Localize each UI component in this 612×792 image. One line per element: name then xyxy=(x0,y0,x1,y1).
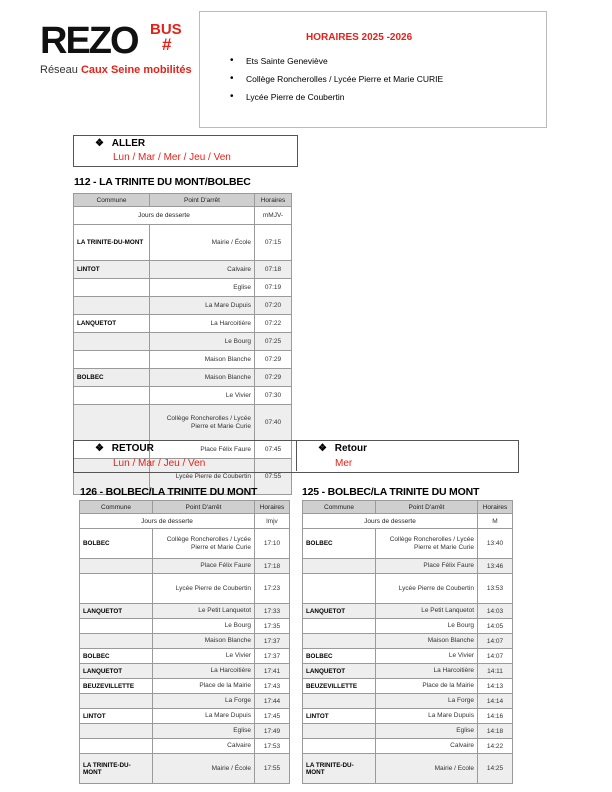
stop-cell: Lycée Pierre de Coubertin xyxy=(153,574,255,604)
jours-row xyxy=(74,207,292,225)
aller-days: Lun / Mar / Mer / Jeu / Ven xyxy=(113,152,231,163)
jours-row xyxy=(303,514,513,529)
time-cell: 07:29 xyxy=(255,351,292,369)
school-item: • Ets Sainte Geneviève xyxy=(230,52,443,70)
time-cell: 14:14 xyxy=(478,694,513,709)
stop-cell: Maison Blanche xyxy=(376,634,478,649)
time-cell: 07:18 xyxy=(255,261,292,279)
stop-cell: Le Vivier xyxy=(376,649,478,664)
commune-cell: BOLBEC xyxy=(303,529,376,559)
time-cell: 17:49 xyxy=(255,724,290,739)
time-cell: 14:16 xyxy=(478,709,513,724)
time-cell: 07:29 xyxy=(255,369,292,387)
table-row xyxy=(303,619,513,634)
table-row xyxy=(80,739,290,754)
retour-divider xyxy=(296,440,297,471)
col-point-arret: Point D'arrêt xyxy=(150,194,255,207)
retour-wed-heading xyxy=(318,443,367,454)
commune-cell xyxy=(303,634,376,649)
jours-label: Jours de desserte xyxy=(303,514,478,529)
commune-cell: BEUZEVILLETTE xyxy=(303,679,376,694)
logo-subtitle xyxy=(40,64,192,77)
table-row xyxy=(74,279,292,297)
commune-cell: BOLBEC xyxy=(303,649,376,664)
jours-label: Jours de desserte xyxy=(80,514,255,529)
commune-cell xyxy=(80,694,153,709)
col-point-arret: Point D'arrêt xyxy=(376,501,478,514)
jours-value: M xyxy=(478,514,513,529)
stop-cell: La Harcoitière xyxy=(150,315,255,333)
retour-label: RETOUR xyxy=(111,443,154,454)
table-row xyxy=(80,694,290,709)
commune-cell: LA TRINITE-DU-MONT xyxy=(74,225,150,261)
stop-cell: Le Vivier xyxy=(150,387,255,405)
table-row xyxy=(303,679,513,694)
commune-cell: LA TRINITE-DU-MONT xyxy=(80,754,153,784)
aller-heading xyxy=(95,138,145,149)
stop-cell: Calvaire xyxy=(150,261,255,279)
time-cell: 14:03 xyxy=(478,604,513,619)
time-cell: 14:18 xyxy=(478,724,513,739)
commune-cell xyxy=(80,574,153,604)
route-125-title: 125 - BOLBEC/LA TRINITE DU MONT xyxy=(302,486,480,498)
table-row xyxy=(303,574,513,604)
commune-cell xyxy=(303,559,376,574)
time-cell: 07:30 xyxy=(255,387,292,405)
stop-cell: Calvaire xyxy=(376,739,478,754)
stop-cell: Maison Blanche xyxy=(153,634,255,649)
diamond-icon: ❖ xyxy=(95,443,104,454)
commune-cell xyxy=(80,559,153,574)
school-item: • Lycée Pierre de Coubertin xyxy=(230,88,443,106)
stop-cell: Eglise xyxy=(150,279,255,297)
time-cell: 17:23 xyxy=(255,574,290,604)
retour-wed-label: Retour xyxy=(334,443,367,454)
stop-cell: La Harcoitière xyxy=(376,664,478,679)
time-cell: 14:05 xyxy=(478,619,513,634)
logo-hash: # xyxy=(162,35,172,54)
table-row xyxy=(74,225,292,261)
stop-cell: Eglise xyxy=(153,724,255,739)
stop-cell: Place de la Mairie xyxy=(376,679,478,694)
jours-label: Jours de desserte xyxy=(74,207,255,225)
stop-cell: Le Vivier xyxy=(153,649,255,664)
stop-cell: Le Bourg xyxy=(153,619,255,634)
stop-cell: Maison Blanche xyxy=(150,351,255,369)
commune-cell xyxy=(74,297,150,315)
stop-cell: La Forge xyxy=(153,694,255,709)
commune-cell xyxy=(74,405,150,441)
commune-cell xyxy=(303,724,376,739)
table-row xyxy=(80,709,290,724)
col-commune: Commune xyxy=(80,501,153,514)
table-row xyxy=(74,351,292,369)
table-row xyxy=(303,649,513,664)
time-cell: 13:53 xyxy=(478,574,513,604)
stop-cell: Place Félix Faure xyxy=(376,559,478,574)
col-commune: Commune xyxy=(74,194,150,207)
time-cell: 17:45 xyxy=(255,709,290,724)
route-112-title: 112 - LA TRINITE DU MONT/BOLBEC xyxy=(74,176,251,188)
table-row xyxy=(80,754,290,784)
route-125-table xyxy=(302,500,513,784)
commune-cell xyxy=(74,279,150,297)
table-row xyxy=(80,619,290,634)
commune-cell: LINTOT xyxy=(303,709,376,724)
stop-cell: Place Félix Faure xyxy=(153,559,255,574)
diamond-icon: ❖ xyxy=(95,138,104,149)
schedule-title: HORAIRES 2025 -2026 xyxy=(306,32,413,43)
diamond-icon: ❖ xyxy=(318,443,327,454)
time-cell: 07:22 xyxy=(255,315,292,333)
col-commune: Commune xyxy=(303,501,376,514)
time-cell: 17:18 xyxy=(255,559,290,574)
col-horaires: Horaires xyxy=(255,501,290,514)
stop-cell: Collège Roncherolles / Lycée Pierre et Marie Curie xyxy=(153,529,255,559)
commune-cell xyxy=(74,351,150,369)
table-row xyxy=(74,369,292,387)
table-row xyxy=(303,634,513,649)
stop-cell: Maison Blanche xyxy=(150,369,255,387)
retour-wed-days: Mer xyxy=(335,458,353,469)
stop-cell: Le Bourg xyxy=(150,333,255,351)
commune-cell: LA TRINITE-DU-MONT xyxy=(303,754,376,784)
table-row xyxy=(303,724,513,739)
table-row xyxy=(74,387,292,405)
col-horaires: Horaires xyxy=(255,194,292,207)
commune-cell: BOLBEC xyxy=(74,369,150,387)
jours-value: mMJV- xyxy=(255,207,292,225)
time-cell: 17:37 xyxy=(255,634,290,649)
time-cell: 17:41 xyxy=(255,664,290,679)
stop-cell: La Forge xyxy=(376,694,478,709)
table-row xyxy=(303,754,513,784)
col-point-arret: Point D'arrêt xyxy=(153,501,255,514)
time-cell: 07:19 xyxy=(255,279,292,297)
commune-cell xyxy=(80,739,153,754)
table-row xyxy=(80,634,290,649)
stop-cell: Mairie / Ecole xyxy=(376,754,478,784)
time-cell: 07:40 xyxy=(255,405,292,441)
commune-cell: LINTOT xyxy=(80,709,153,724)
time-cell: 14:13 xyxy=(478,679,513,694)
stop-cell: Calvaire xyxy=(153,739,255,754)
stop-cell: La Mare Dupuis xyxy=(376,709,478,724)
time-cell: 14:07 xyxy=(478,649,513,664)
stop-cell: Place de la Mairie xyxy=(153,679,255,694)
time-cell: 14:11 xyxy=(478,664,513,679)
stop-cell: Collège Roncherolles / Lycée Pierre et Marie Curie xyxy=(376,529,478,559)
route-126-title: 126 - BOLBEC/LA TRINITE DU MONT xyxy=(80,486,258,498)
stop-cell: Eglise xyxy=(376,724,478,739)
school-item: • Collège Roncherolles / Lycée Pierre et Marie CURIE xyxy=(230,70,443,88)
time-cell: 07:25 xyxy=(255,333,292,351)
time-cell: 17:37 xyxy=(255,649,290,664)
commune-cell: LINTOT xyxy=(74,261,150,279)
commune-cell: LANQUETOT xyxy=(80,664,153,679)
logo-subtitle-brand: Caux Seine mobilités xyxy=(80,64,192,76)
table-row xyxy=(80,574,290,604)
stop-cell: Le Bourg xyxy=(376,619,478,634)
time-cell: 17:10 xyxy=(255,529,290,559)
col-horaires: Horaires xyxy=(478,501,513,514)
time-cell: 14:22 xyxy=(478,739,513,754)
logo-subtitle-prefix: Réseau xyxy=(40,64,78,76)
commune-cell xyxy=(74,387,150,405)
table-row xyxy=(74,333,292,351)
commune-cell: LANQUETOT xyxy=(80,604,153,619)
commune-cell xyxy=(80,724,153,739)
table-row xyxy=(303,664,513,679)
commune-cell xyxy=(74,333,150,351)
table-row xyxy=(80,724,290,739)
time-cell: 13:40 xyxy=(478,529,513,559)
stop-cell: Lycée Pierre de Coubertin xyxy=(150,459,255,495)
time-cell: 17:55 xyxy=(255,754,290,784)
route-126-table xyxy=(79,500,290,784)
time-cell: 07:45 xyxy=(255,441,292,459)
stop-cell: Le Petit Lanquetot xyxy=(376,604,478,619)
time-cell: 17:44 xyxy=(255,694,290,709)
time-cell: 17:53 xyxy=(255,739,290,754)
table-row xyxy=(80,529,290,559)
jours-value: lmjv xyxy=(255,514,290,529)
retour-heading xyxy=(95,443,154,454)
stop-cell: Mairie / École xyxy=(153,754,255,784)
stop-cell: Collège Roncherolles / Lycée Pierre et Marie Curie xyxy=(150,405,255,441)
commune-cell xyxy=(80,634,153,649)
commune-cell xyxy=(303,574,376,604)
time-cell: 17:35 xyxy=(255,619,290,634)
table-row xyxy=(80,559,290,574)
time-cell: 14:07 xyxy=(478,634,513,649)
stop-cell: La Harcoitière xyxy=(153,664,255,679)
commune-cell: BEUZEVILLETTE xyxy=(80,679,153,694)
commune-cell: LANQUETOT xyxy=(303,604,376,619)
logo-rezo: REZO xyxy=(40,20,138,62)
stop-cell: La Mare Dupuis xyxy=(153,709,255,724)
time-cell: 07:15 xyxy=(255,225,292,261)
time-cell: 07:20 xyxy=(255,297,292,315)
table-row xyxy=(303,604,513,619)
stop-cell: Le Petit Lanquetot xyxy=(153,604,255,619)
jours-row xyxy=(80,514,290,529)
table-row xyxy=(74,405,292,441)
table-row xyxy=(80,664,290,679)
table-row xyxy=(303,529,513,559)
table-row xyxy=(80,649,290,664)
commune-cell xyxy=(80,619,153,634)
aller-label: ALLER xyxy=(111,138,146,149)
commune-cell: BOLBEC xyxy=(80,529,153,559)
time-cell: 14:25 xyxy=(478,754,513,784)
time-cell: 17:33 xyxy=(255,604,290,619)
table-row xyxy=(303,709,513,724)
table-row xyxy=(303,559,513,574)
table-row xyxy=(80,679,290,694)
table-row xyxy=(303,739,513,754)
commune-cell: LANQUETOT xyxy=(74,315,150,333)
time-cell: 07:55 xyxy=(255,459,292,495)
time-cell: 13:46 xyxy=(478,559,513,574)
commune-cell: BOLBEC xyxy=(80,649,153,664)
table-row xyxy=(74,315,292,333)
stop-cell: Lycée Pierre de Coubertin xyxy=(376,574,478,604)
stop-cell: Mairie / École xyxy=(150,225,255,261)
time-cell: 17:43 xyxy=(255,679,290,694)
commune-cell xyxy=(303,694,376,709)
stop-cell: Place Félix Faure xyxy=(150,441,255,459)
retour-days: Lun / Mar / Jeu / Ven xyxy=(113,458,206,469)
stop-cell: La Mare Dupuis xyxy=(150,297,255,315)
table-row xyxy=(74,297,292,315)
table-row xyxy=(74,261,292,279)
logo-bus: BUS xyxy=(150,21,182,38)
school-list xyxy=(230,52,443,106)
commune-cell xyxy=(303,619,376,634)
commune-cell: LANQUETOT xyxy=(303,664,376,679)
table-row xyxy=(303,694,513,709)
commune-cell xyxy=(303,739,376,754)
table-row xyxy=(80,604,290,619)
